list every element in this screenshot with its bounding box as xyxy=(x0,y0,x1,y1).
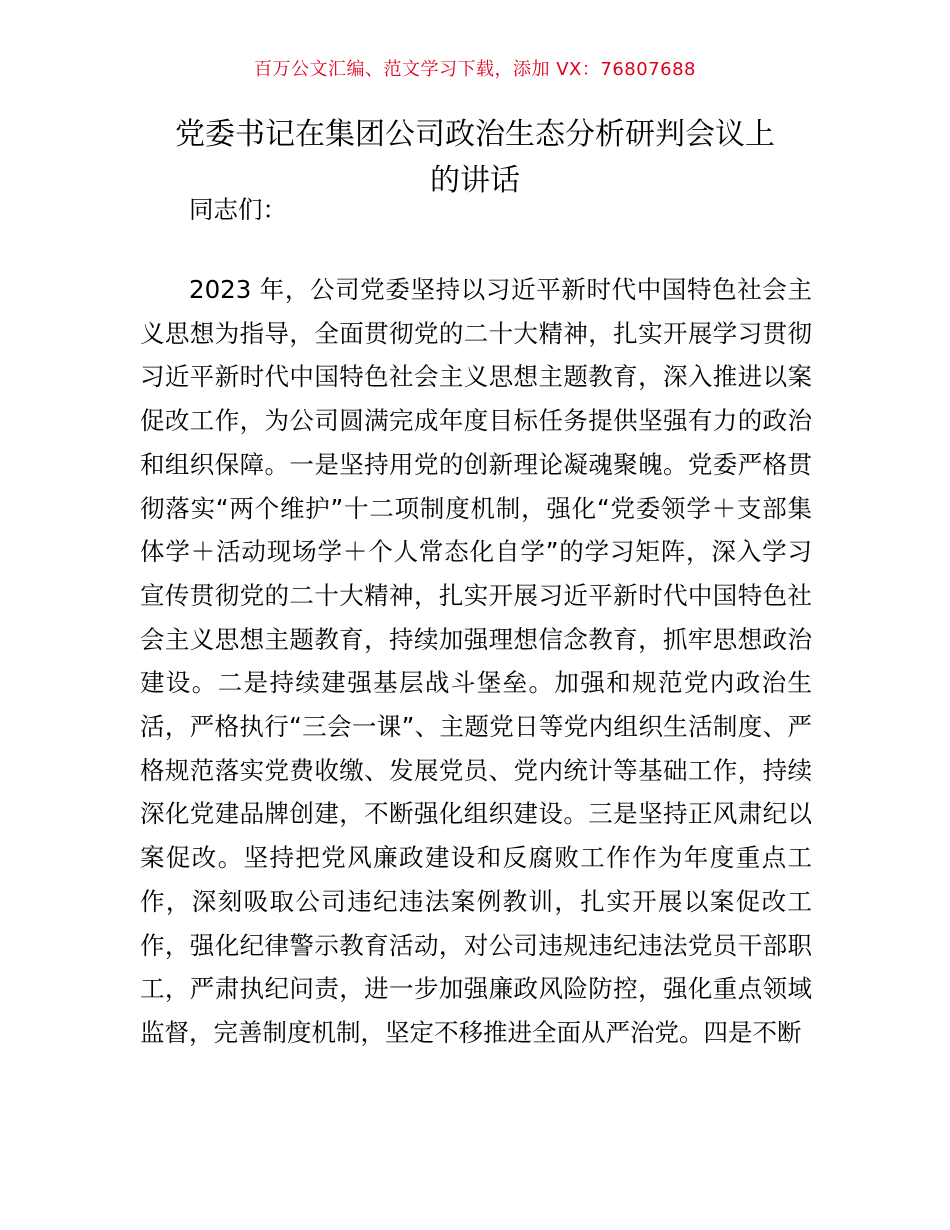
document-title-line-1: 党委书记在集团公司政治生态分析研判会议上 xyxy=(175,117,775,152)
salutation: 同志们： xyxy=(189,195,287,224)
body-paragraph: 2023 年，公司党委坚持以习近平新时代中国特色社会主义思想为指导，全面贯彻党的二十大精神，扎实开展学习贯彻习近平新时代中国特色社会主义思想主题教育，深入推进以案促改工作，为公司圆满完成年度目标任务提供坚强有力的政治和组织保障。一是坚持用党的创新理论凝魂聚魄。党委严格贯彻落实“两个维护”十二项制度机制，强化“党委领学＋支部集体学＋活动现场学＋个人常态化自学”的学习矩阵，深入学习宣传贯彻党的二十大精神，扎实开展习近平新时代中国特色社会主义思想主题教育，持续加强理想信念教育，抓牢思想政治建设。二是持续建强基层战斗堡垒。加强和规范党内政治生活，严格执行“三会一课”、主题党日等党内组织生活制度、严格规范落实党费收缴、发展党员、党内统计等基础工作，持续深化党建品牌创建，不断强化组织建设。三是坚持正风肃纪以案促改。坚持把党风廉政建设和反腐败工作作为年度重点工作，深刻吸取公司违纪违法案例教训，扎实开展以案促改工作，强化纪律警示教育活动，对公司违规违纪违法党员干部职工，严肃执纪问责，进一步加强廉政风险防控，强化重点领域监督，完善制度机制，坚定不移推进全面从严治党。四是不断 xyxy=(140,275,812,1047)
header-watermark-note: 百万公文汇编、范文学习下载，添加 VX：76807688 xyxy=(254,59,696,80)
document-title-line-2: 的讲话 xyxy=(430,163,520,198)
